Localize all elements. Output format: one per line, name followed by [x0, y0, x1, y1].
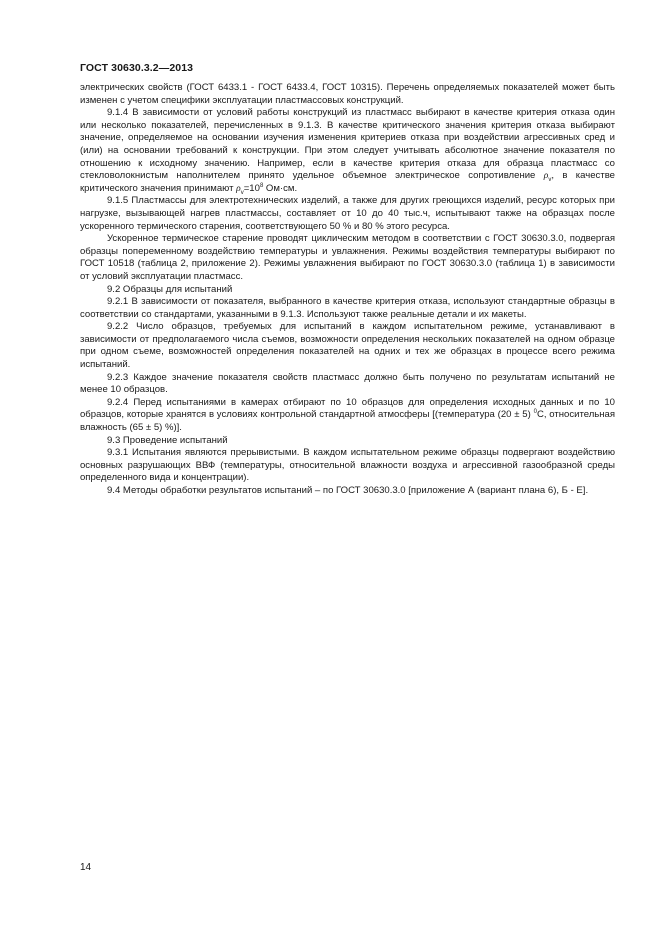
paragraph-9-3-1: 9.3.1 Испытания являются прерывистыми. В каждом испытательном режиме образцы подвергают воздействию основных разрушающих ВВФ (температуры, относительной влажности воздуха и агрессивной газообразной среды определенного вида и концентрации).	[80, 447, 615, 484]
degree-symbol: 0	[533, 409, 537, 416]
paragraph-text: Ом·см.	[263, 182, 298, 194]
subscript-v: v	[548, 177, 552, 184]
document-header: ГОСТ 30630.3.2—2013	[80, 62, 194, 74]
paragraph-text: 9.1.4 В зависимости от условий работы конструкций из пластмасс выбирают в качестве критерия отказа один или несколько показателей, перечисленных в 9.1.3. В качестве критического значения критерия отказа выбирают значение, определяемое на основании изучения изменения критериев отказа при воздействии агрессивных сред и (или) на основании требований к конструкции. При этом следует учитывать абсолютное значение показателя по отношению к исходному значению. Например, если в качестве критерия отказа для образца пластмасс со стекловолокнистым наполнителем принято удельное объемное электрическое сопротивление	[80, 107, 615, 182]
paragraph-9-2-1: 9.2.1 В зависимости от показателя, выбранного в качестве критерия отказа, используют стандартные образцы в соответствии со стандартами, указанными в 9.1.3. Используют также реальные детали и их макеты.	[80, 296, 615, 320]
rho-symbol: ρ	[236, 182, 241, 194]
paragraph-text: 9.2.4 Перед испытаниями в камерах отбирают по 10 образцов для определения исходных данных и по 10 образцов, которые хранятся в условиях контрольной стандартной атмосферы [(температура (20 ± 5)	[80, 396, 615, 421]
paragraph-text: С, относительная влажность (65 ± 5) %)].	[80, 409, 615, 434]
rho-symbol: ρ	[543, 170, 549, 182]
paragraph-9-1-5: 9.1.5 Пластмассы для электротехнических изделий, а также для других греющихся изделий, ресурс которых при нагрузке, вызывающей нагрев пластмассы, составляет от 10 до 40 тыс.ч, испытывают также на образцах после ускоренного термического старения, соответствующего 50 % и 80 % этого ресурса.	[80, 195, 615, 232]
paragraph-9-2-3: 9.2.3 Каждое значение показателя свойств пластмасс должно быть получено по результатам испытаний не менее 10 образцов.	[80, 371, 615, 396]
paragraph-9-4: 9.4 Методы обработки результатов испытаний – по ГОСТ 30630.3.0 [приложение А (вариант плана 6), Б - Е].	[107, 485, 589, 496]
heading-9-3: 9.3 Проведение испытаний	[107, 434, 228, 446]
paragraph-9-2-4	[80, 397, 615, 435]
exponent: 8	[259, 182, 264, 189]
heading-9-2: 9.2 Образцы для испытаний	[107, 283, 233, 295]
paragraph-continuation: электрических свойств (ГОСТ 6433.1 - ГОСТ 6433.4, ГОСТ 10315). Перечень определяемых показателей может быть изменен с учетом специфики эксплуатации пластмассовых конструкций.	[80, 82, 615, 106]
paragraph-9-1-4	[80, 107, 615, 195]
page-number: 14	[80, 862, 92, 873]
document-body	[80, 82, 615, 498]
paragraph-text: =10	[243, 182, 260, 194]
paragraph-9-2-2: 9.2.2 Число образцов, требуемых для испытаний в каждом испытательном режиме, устанавливают в зависимости от предполагаемого числа съемов, возможности определения нескольких показателей на одном образце при одном съеме, возможностей определения показателей на одних и тех же образцах в процессе всего режима испытаний.	[80, 321, 615, 371]
subscript-v: v	[240, 189, 244, 196]
paragraph-text: , в качестве критического значения принимают	[80, 170, 615, 194]
paragraph-accelerated-aging: Ускоренное термическое старение проводят циклическим методом в соответствии с ГОСТ 30630.3.0, подвергая образцы попеременному воздействию температуры и увлажнения. Режимы воздействия температуры выбирают по ГОСТ 10518 (таблица 2, приложение 2). Режимы увлажнения выбирают по ГОСТ 30630.3.0 (таблица 1) в зависимости от условий эксплуатации пластмасс.	[80, 233, 615, 282]
